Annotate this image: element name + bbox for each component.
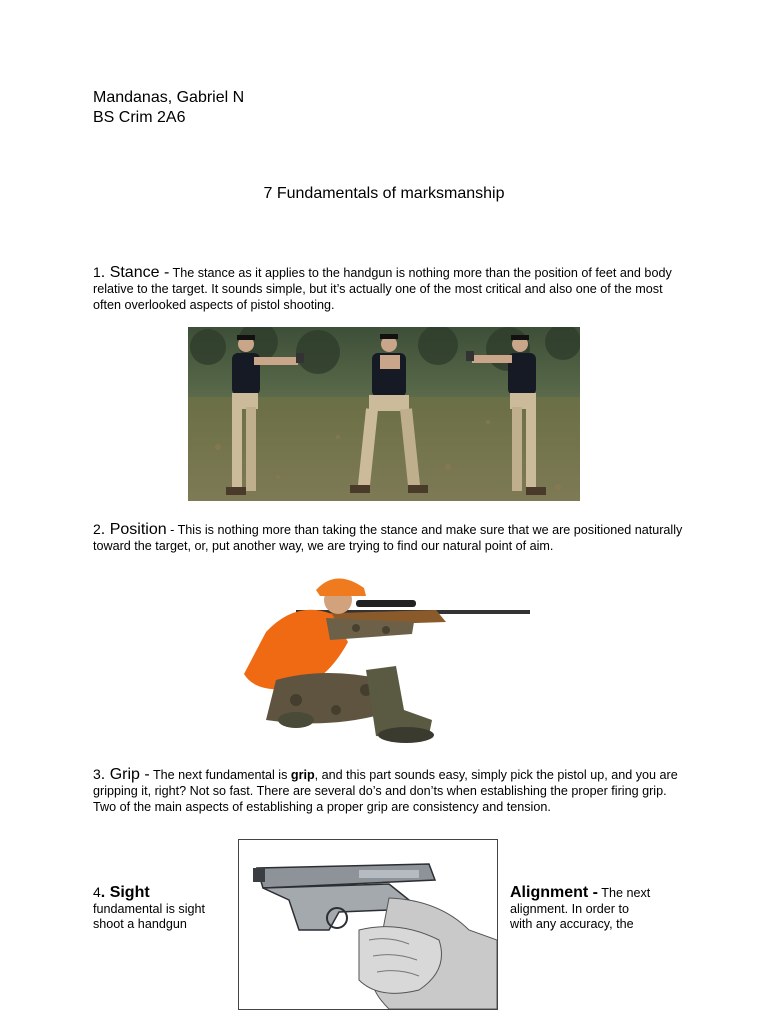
item-stance xyxy=(93,264,685,313)
rifle-shooter-image xyxy=(236,570,532,748)
author-section: BS Crim 2A6 xyxy=(93,109,186,126)
item-right-heading: Alignment - xyxy=(510,884,598,901)
item-sight-right xyxy=(510,885,710,933)
item-number: 2 xyxy=(93,521,101,537)
stance-photo xyxy=(188,327,580,501)
item-right-line-1: alignment. In order to xyxy=(510,901,630,916)
author-block xyxy=(93,88,244,128)
item-text-before: The next fundamental is xyxy=(149,768,291,782)
item-bold-word: grip xyxy=(290,768,315,782)
item-text: - This is nothing more than taking the stance and make sure that we are positioned naturally toward the target, or, put another way, we are trying to find our natural point of aim. xyxy=(93,523,683,553)
pistol-grip-image xyxy=(238,839,498,1010)
item-heading: . Stance - xyxy=(100,264,170,281)
item-text-after: , and this part sounds easy, simply pick the pistol up, and you are gripping it, right? Not so fast. There are several do’s and don’ts when establishing the proper firing grip. Two of the main aspects of establishing a proper grip are consistency and tension. xyxy=(93,768,678,814)
item-number: 3 xyxy=(93,766,101,782)
item-heading: . Grip - xyxy=(100,766,150,783)
author-name: Mandanas, Gabriel N xyxy=(93,89,245,106)
item-number: 4 xyxy=(93,884,101,900)
item-grip xyxy=(93,766,685,815)
item-right-line-2: with any accuracy, the xyxy=(510,917,634,931)
item-sight-left xyxy=(93,885,233,933)
item-position xyxy=(93,521,685,554)
item-text: The stance as it applies to the handgun is nothing more than the position of feet and body relative to the target. It sounds simple, but it’s actually one of the most critical and also one of the most often overlooked aspects of pistol shooting. xyxy=(93,266,672,312)
item-left-line-1: fundamental is sight xyxy=(93,901,206,916)
item-heading: . Sight xyxy=(100,884,150,901)
item-heading: . Position xyxy=(100,521,167,538)
item-number: 1 xyxy=(93,264,101,280)
item-left-line-2: shoot a handgun xyxy=(93,917,187,931)
item-right-first: The next xyxy=(598,886,651,900)
document-title: 7 Fundamentals of marksmanship xyxy=(263,185,505,202)
